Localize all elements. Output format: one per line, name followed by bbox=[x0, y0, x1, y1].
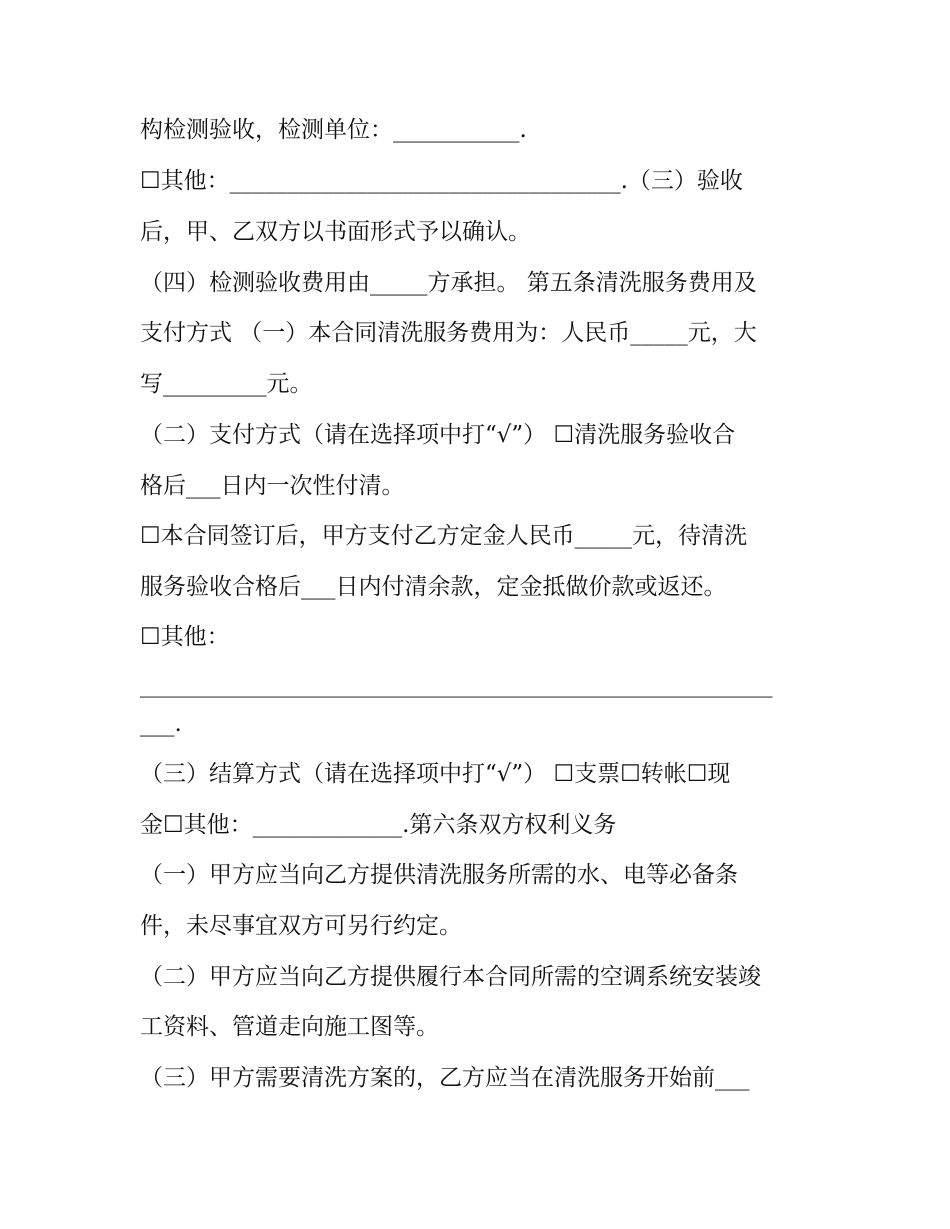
text-line: ☐其他： bbox=[140, 624, 230, 650]
text-line: ___. bbox=[140, 711, 182, 737]
text-line: _______________________________________________________ bbox=[140, 672, 773, 698]
text-line: 件，未尽事宜双方可另行约定。 bbox=[140, 913, 462, 939]
text-line: 写_________元。 bbox=[140, 371, 313, 397]
text-line: （二）支付方式（请在选择项中打“√”） ☐清洗服务验收合 bbox=[140, 422, 736, 448]
text-line: （三）结算方式（请在选择项中打“√”） ☐支票☐转帐☐现 bbox=[140, 761, 731, 787]
text-line: 后，甲、乙双方以书面形式予以确认。 bbox=[140, 219, 531, 245]
text-line: ☐本合同签订后，甲方支付乙方定金人民币_____元，待清洗 bbox=[140, 523, 748, 549]
text-line: （一）甲方应当向乙方提供清洗服务所需的水、电等必备条 bbox=[140, 862, 738, 888]
text-line: 服务验收合格后___日内付清余款，定金抵做价款或返还。 bbox=[140, 574, 727, 600]
text-line: （四）检测验收费用由_____方承担。 第五条清洗服务费用及 bbox=[140, 270, 757, 296]
text-line: 构检测验收，检测单位：___________. bbox=[140, 117, 527, 143]
text-line: （三）甲方需要清洗方案的，乙方应当在清洗服务开始前___ bbox=[140, 1065, 750, 1091]
text-line: 工资料、管道走向施工图等。 bbox=[140, 1014, 439, 1040]
text-line: 支付方式 （一）本合同清洗服务费用为：人民币_____元，大 bbox=[140, 320, 757, 346]
text-line: ☐其他：__________________________________.（三）验收 bbox=[140, 168, 743, 194]
text-line: 格后___日内一次性付清。 bbox=[140, 473, 405, 499]
text-line: （二）甲方应当向乙方提供履行本合同所需的空调系统安装竣 bbox=[140, 964, 761, 990]
text-line: 金☐其他：_____________.第六条双方权利义务 bbox=[140, 812, 617, 838]
